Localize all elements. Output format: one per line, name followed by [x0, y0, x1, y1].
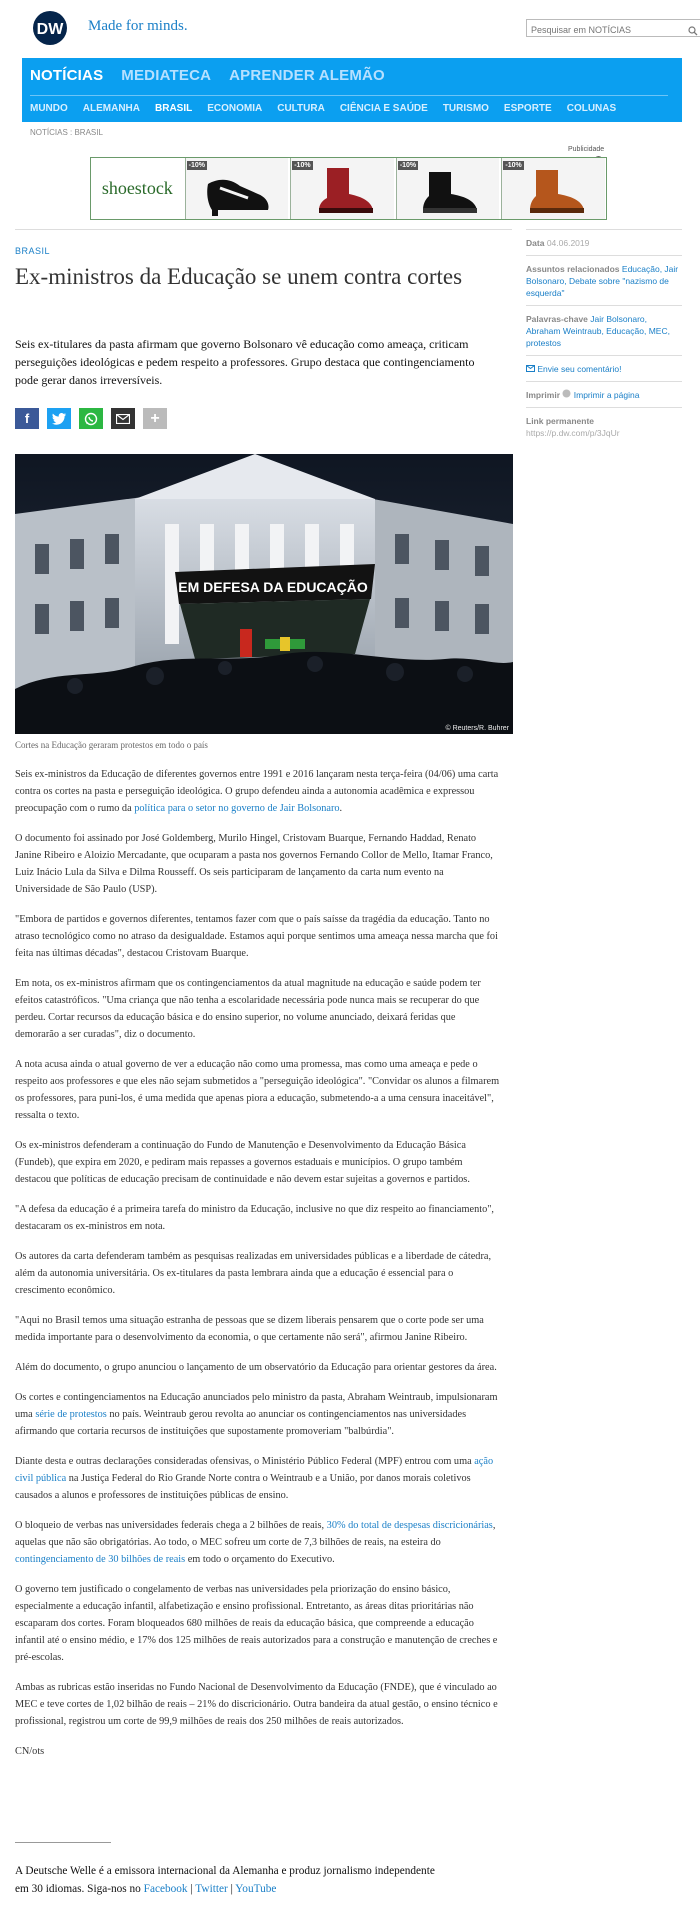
link-politica-educacao[interactable]: política para o setor no governo de Jair Bolsonaro [134, 803, 340, 814]
ad-discount-badge: -10% [505, 162, 522, 169]
paragraph-8: Os autores da carta defenderam também as pesquisas realizadas em universidades públicas e a liberdade de cátedra, além da autonomia universitária. Os ex-titulares da pasta lembrara ainda que a educação é essencial para o crescimento econômico. [15, 1251, 492, 1296]
plus-icon: + [150, 409, 160, 427]
ad-discount-badge: -10% [188, 162, 205, 169]
sidebar-permalink [526, 407, 682, 445]
article-lead: Seis ex-titulares da pasta afirmam que governo Bolsonaro vê educação como ameaça, criticam perseguições ideológicas e pedem respeito a professores. Grupo destaca que contingenciamento pode gerar danos irreversíveis. [15, 337, 475, 387]
brown-boot-icon [516, 164, 596, 218]
main-nav [30, 67, 385, 89]
ad-product-2[interactable] [290, 158, 394, 219]
facebook-icon: f [24, 411, 30, 426]
photo-caption: Cortes na Educação geraram protestos em todo o país [15, 740, 208, 750]
paragraph-15: Ambas as rubricas estão inseridas no Fundo Nacional de Desenvolvimento da Educação (FNDE), que é vinculado ao MEC e teve cortes de 1,02 bilhão de reais – 21% do discricionário. Outra bandeira da atual gestão, o ensino técnico e profissional, registrou um corte de 99,9 milhões de reais dos 250 milhões de reais autorizados. [15, 1682, 498, 1727]
red-boot-icon [305, 164, 385, 218]
comment-link[interactable]: Envie seu comentário! [537, 364, 622, 374]
link-serie-protestos[interactable]: série de protestos [35, 1409, 107, 1420]
link-twitter[interactable]: Twitter [195, 1883, 228, 1895]
permalink-value[interactable]: https://p.dw.com/p/3JqUr [526, 428, 620, 438]
sub-nav [30, 103, 616, 114]
ad-label: Publicidade [568, 146, 605, 153]
twitter-icon [52, 413, 66, 425]
paragraph-10: Além do documento, o grupo anunciou o lançamento de um observatório da Educação para orientar gestores da área. [15, 1362, 497, 1373]
paragraph-1: Seis ex-ministros da Educação de diferentes governos entre 1991 e 2016 lançaram nesta terça-feira (04/06) uma carta contra os cortes na pasta e perseguição ideológica. O grupo defendeu ainda a autonomia acadêmica e expressou preocupação com o rumo da política para o setor no governo de Jair Bolsonaro. [15, 769, 499, 814]
print-link[interactable]: Imprimir a página [573, 390, 640, 400]
subnav-alemanha[interactable]: ALEMANHA [82, 103, 140, 114]
dw-logo[interactable] [22, 10, 80, 46]
keywords-label: Palavras-chave [526, 314, 588, 324]
banner-text: EM DEFESA DA EDUCAÇÃO [178, 579, 368, 595]
main-navigation [22, 58, 682, 122]
paragraph-5: A nota acusa ainda o atual governo de ver a educação não como uma promessa, mas como uma ameaça e pede o respeito aos professores e que eles não sejam submetidos a "perseguição ideológica". "Convidar os alunos a filmarem os professores, para puni-los, é uma medida que apenas piora a educação, submetendo-a a uma censura inaceitável", ressalta o texto. [15, 1059, 500, 1121]
subnav-esporte[interactable]: ESPORTE [503, 103, 552, 114]
paragraph-2: O documento foi assinado por José Goldemberg, Murilo Hingel, Cristovam Buarque, Fernando Haddad, Renato Janine Ribeiro e Aloizio Mercadante, que ocuparam a pasta nos governos Fernando Collor de Mello, Itamar Franco, Luiz Inácio Lula da Silva e Dilma Rousseff. Os seis participaram de lançamento da carta num evento na Universidade de São Paulo (USP). [15, 833, 493, 895]
link-facebook[interactable]: Facebook [143, 1883, 188, 1895]
header-bar [22, 10, 682, 46]
protest-building-photo [15, 454, 513, 734]
advertisement-banner[interactable] [90, 157, 607, 220]
subnav-mundo[interactable]: MUNDO [30, 103, 68, 114]
nav-noticias[interactable]: NOTÍCIAS [30, 67, 104, 84]
paragraph-13: O bloqueio de verbas nas universidades federais chega a 2 bilhões de reais, 30% do total de despesas discricionárias, aquelas que não são obrigatórias. Ao todo, o MEC sofreu um corte de 7,3 bilhões de reais, na esteira do contingenciamento de 30 bilhões de reais em todo o orçamento do Executivo. [15, 1520, 496, 1565]
paragraph-4: Em nota, os ex-ministros afirmam que os contingenciamentos da atual magnitude na educação e saúde podem ter efeitos catastróficos. "Uma criança que não tenha a escolaridade necessária pode nunca mais se recuperar do que perdeu. Cortar recursos da educação básica e do ensino superior, no volume anunciado, deixará feridas que demorarão a ser curadas", diz o documento. [15, 978, 481, 1040]
link-despesas-discricionarias[interactable]: 30% do total de despesas discricionárias [326, 1520, 493, 1531]
print-icon[interactable] [562, 390, 571, 400]
link-acao-civil[interactable]: ação civil pública [15, 1456, 494, 1484]
link-youtube[interactable]: YouTube [235, 1883, 277, 1895]
search-input[interactable] [527, 22, 677, 38]
paragraph-12: Diante desta e outras declarações consideradas ofensivas, o Ministério Público Federal (MPF) entrou com uma ação civil pública na Justiça Federal do Rio Grande Norte contra o Weintraub e a União, por danos morais coletivos causados a alunos e professores de instituições públicas de ensino. [15, 1456, 494, 1501]
paragraph-9: "Aqui no Brasil temos uma situação estranha de pessoas que se dizem liberais pensarem que o corte pode ser uma medida importante para o desenvolvimento da economia, o que certamente não será", afirmou Janine Ribeiro. [15, 1315, 484, 1343]
nav-aprender-alemao[interactable]: APRENDER ALEMÃO [229, 67, 385, 84]
article-headline: Ex-ministros da Educação se unem contra cortes [15, 264, 463, 289]
sidebar-date [526, 229, 682, 255]
keyword-links[interactable]: Jair Bolsonaro, Abraham Weintraub, Educação, MEC, protestos [526, 314, 670, 348]
subnav-brasil[interactable]: BRASIL [155, 103, 193, 114]
ad-product-1[interactable] [185, 158, 289, 219]
ad-brand[interactable]: shoestock [101, 178, 173, 198]
subnav-cultura[interactable]: CULTURA [277, 103, 325, 114]
photo-credit: © Reuters/R. Buhrer [445, 725, 509, 732]
article-kicker[interactable]: BRASIL [15, 246, 51, 256]
paragraph-6: Os ex-ministros defenderam a continuação do Fundo de Manutenção e Desenvolvimento da Educação Básica (Fundeb), que expira em 2020, e pediram mais repasses a governos estaduais e municípios. O grupo também destacou que políticas de educação precisam de continuidade e não devem estar sujeitas a governos e partidos. [15, 1140, 470, 1185]
sidebar-print [526, 381, 682, 407]
date-label: Data [526, 238, 545, 248]
article-body [15, 766, 500, 1773]
permalink-label: Link permanente [526, 416, 595, 426]
article-divider [15, 229, 512, 230]
facebook-share-button[interactable] [15, 408, 39, 429]
ad-discount-badge: -10% [399, 162, 417, 169]
paragraph-11: Os cortes e contingenciamentos na Educação anunciados pelo ministro da pasta, Abraham Weintraub, impulsionaram uma série de protestos no país. Weintraub gerou revolta ao anunciar os contingenciamentos nas universidades afirmando que cortaria recursos de instituições que supostamente promoveriam "balbúrdia". [15, 1392, 498, 1437]
nav-divider [30, 95, 668, 96]
sidebar-keywords [526, 305, 682, 355]
logo-text: DW [36, 21, 64, 38]
share-bar [15, 408, 167, 429]
subnav-ciencia-saude[interactable]: CIÊNCIA E SAÚDE [339, 103, 428, 114]
ad-discount-badge: -10% [294, 162, 311, 169]
black-boot-icon [411, 164, 491, 218]
footer-note: A Deutsche Welle é a emissora internacional da Alemanha e produz jornalismo independente em 30 idiomas. Siga-nos no Facebook | Twitter | YouTube [15, 1865, 435, 1895]
twitter-share-button[interactable] [47, 408, 71, 429]
tagline: Made for minds. [88, 18, 188, 34]
more-share-button[interactable] [143, 408, 167, 429]
article-sidebar [526, 229, 682, 445]
paragraph-7: "A defesa da educação é a primeira tarefa do ministro da Educação, inclusive no que diz respeito ao financiamento", destacaram os ex-ministros em nota. [15, 1204, 495, 1232]
nav-mediateca[interactable]: MEDIATECA [121, 67, 212, 84]
email-share-button[interactable] [111, 408, 135, 429]
footer-divider [15, 1842, 111, 1843]
whatsapp-share-button[interactable] [79, 408, 103, 429]
comment-icon [526, 364, 535, 374]
subnav-turismo[interactable]: TURISMO [442, 103, 489, 114]
sidebar-comment[interactable] [526, 355, 682, 381]
whatsapp-icon [84, 412, 98, 426]
link-contingenciamento[interactable]: contingenciamento de 30 bilhões de reais [15, 1554, 186, 1565]
sandal-icon [200, 164, 280, 218]
subnav-colunas[interactable]: COLUNAS [566, 103, 617, 114]
subnav-economia[interactable]: ECONOMIA [207, 103, 263, 114]
article-photo[interactable] [15, 454, 513, 734]
related-links[interactable]: Educação, Jair Bolsonaro, Debate sobre "nazismo de esquerda" [526, 264, 679, 298]
sidebar-related [526, 255, 682, 305]
search-icon[interactable] [688, 23, 698, 41]
envelope-icon [116, 414, 130, 424]
paragraph-14: O governo tem justificado o congelamento de verbas nas universidades pela priorização do ensino básico, especialmente a educação infantil, alfabetização e ensino profissional. Entretanto, as áreas ditas prioritárias não escaparam dos cortes. Foram bloqueados 680 milhões de reais da educação básica, que compreende a educação infantil até o ensino médio, e 17% dos 125 milhões de reais autorizados para a construção e manutenção de creches e pré-escolas. [15, 1584, 498, 1663]
ad-product-3[interactable] [396, 158, 500, 219]
breadcrumb[interactable]: NOTÍCIAS : BRASIL [30, 128, 103, 137]
ad-product-4[interactable] [501, 158, 605, 219]
related-label: Assuntos relacionados [526, 264, 620, 274]
search-box[interactable] [526, 19, 700, 37]
date-value: 04.06.2019 [546, 238, 590, 248]
paragraph-3: "Embora de partidos e governos diferentes, tentamos fazer com que o país saísse da tragédia da educação. Tanto no atraso tecnológico como no atraso da desigualdade. Estamos aqui porque sentimos uma ameaça nessa marcha que foi feita nas últimas décadas", destacou Cristovam Buarque. [15, 914, 498, 959]
author-signature: CN/ots [15, 1746, 45, 1757]
print-label: Imprimir [526, 390, 561, 400]
